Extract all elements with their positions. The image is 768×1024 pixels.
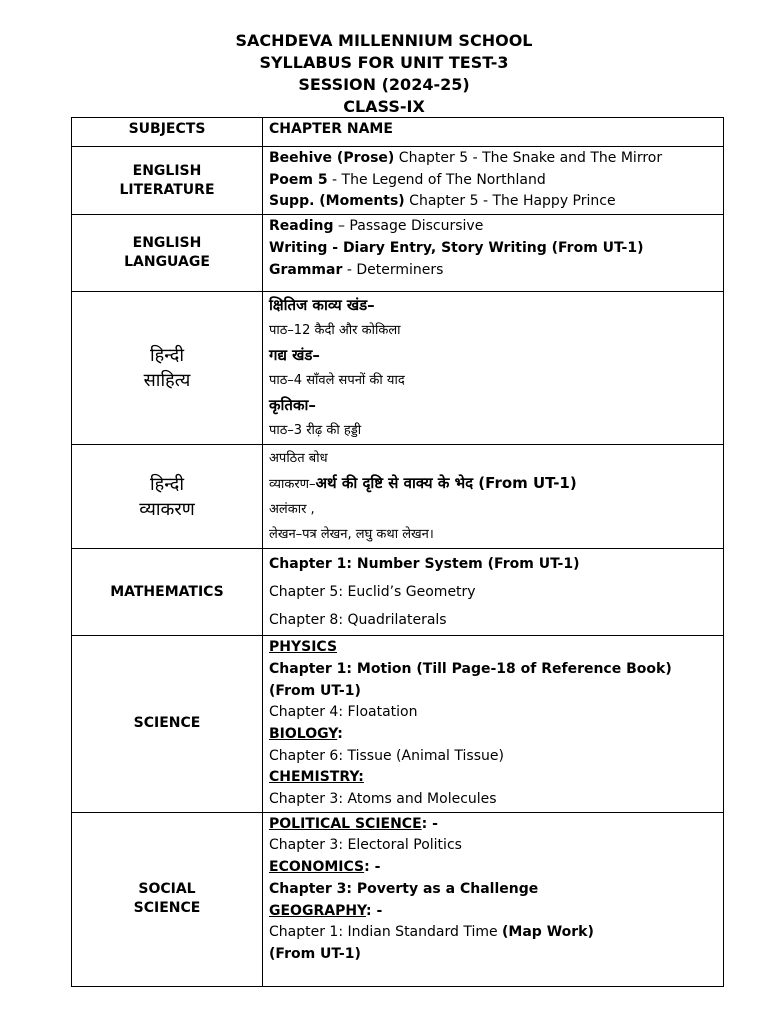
chapters-mathematics xyxy=(263,549,724,636)
chapter-line xyxy=(269,922,723,944)
chapter-book: Supp. (Moments) xyxy=(269,193,405,210)
chapter-line: अलंकार , xyxy=(269,502,315,518)
subject-line: साहित्य xyxy=(143,370,191,392)
chapter-section: कृतिका– xyxy=(269,396,316,415)
subject-line: व्याकरण xyxy=(139,498,195,520)
row-hindi-vyakaran xyxy=(72,445,724,549)
section-geography xyxy=(269,901,723,923)
school-name: SACHDEVA MILLENNIUM SCHOOL xyxy=(235,31,533,50)
header-chapter-name: CHAPTER NAME xyxy=(263,118,724,147)
chapter-text: Chapter 5 - The Happy Prince xyxy=(404,193,616,210)
section-political-science xyxy=(269,814,723,836)
chapter-line: Chapter 3: Atoms and Molecules xyxy=(269,791,497,808)
chapter-line: (From UT-1) xyxy=(269,945,361,962)
chapter-line xyxy=(269,216,723,238)
chapters-science xyxy=(263,636,724,813)
row-mathematics xyxy=(72,549,724,636)
row-science xyxy=(72,636,724,813)
header-subjects: SUBJECTS xyxy=(72,118,263,147)
chapter-line: पाठ–4 साँवले सपनों की याद xyxy=(269,373,405,389)
chapter-text: – Passage Discursive xyxy=(333,218,484,235)
chapters-hindi-vyakaran xyxy=(263,445,724,549)
subject-science: SCIENCE xyxy=(72,636,263,813)
chapter-text: व्याकरण– xyxy=(269,477,316,493)
chapter-book: Poem 5 xyxy=(269,171,328,188)
subject-mathematics: MATHEMATICS xyxy=(72,549,263,636)
section-label: POLITICAL SCIENCE xyxy=(269,815,422,832)
chapter-topic: Reading xyxy=(269,218,334,235)
subject-hindi-vyakaran xyxy=(72,445,263,549)
section-biology xyxy=(269,724,723,746)
subject-line: हिन्दी xyxy=(149,345,184,367)
subject-line: हिन्दी xyxy=(149,473,184,495)
section-suffix: : xyxy=(337,725,343,742)
chapter-line xyxy=(269,191,723,213)
section-label: GEOGRAPHY xyxy=(269,902,366,919)
row-hindi-sahitya xyxy=(72,292,724,445)
section-label: BIOLOGY xyxy=(269,725,338,742)
subject-line: SOCIAL xyxy=(138,881,196,898)
section-suffix: : - xyxy=(365,902,383,919)
chapter-topic: Grammar xyxy=(269,261,343,278)
subject-line: ENGLISH xyxy=(132,235,202,252)
session-label: SESSION (2024-25) xyxy=(298,75,470,94)
chapters-english-language xyxy=(263,215,724,292)
chapter-text: - Determiners xyxy=(342,261,444,278)
syllabus-table xyxy=(71,117,724,987)
chapter-line: अपठित बोध xyxy=(269,451,328,467)
row-social-science xyxy=(72,812,724,986)
chapter-line xyxy=(269,170,723,192)
subject-line: ENGLISH xyxy=(132,162,202,179)
table-header-row xyxy=(72,118,724,147)
chapter-line: Chapter 3: Poverty as a Challenge xyxy=(269,880,539,897)
chapter-line: पाठ–3 रीढ़ की हड्डी xyxy=(269,423,362,439)
section-suffix: : - xyxy=(364,859,381,876)
section-physics: PHYSICS xyxy=(269,639,338,656)
chapters-hindi-sahitya xyxy=(263,292,724,445)
section-chemistry: CHEMISTRY: xyxy=(269,769,364,786)
chapter-line: Chapter 3: Electoral Politics xyxy=(269,837,462,854)
subject-social-science xyxy=(72,812,263,986)
chapter-line: Chapter 8: Quadrilaterals xyxy=(269,612,447,629)
syllabus-title: SYLLABUS FOR UNIT TEST-3 xyxy=(259,53,509,72)
section-label: ECONOMICS xyxy=(269,859,365,876)
chapters-english-literature xyxy=(263,147,724,215)
chapter-line: Chapter 6: Tissue (Animal Tissue) xyxy=(269,747,504,764)
chapter-line xyxy=(269,260,723,282)
chapter-book: Beehive (Prose) xyxy=(269,150,395,166)
chapter-section: गद्य खंड– xyxy=(269,346,320,365)
chapter-line xyxy=(269,148,723,170)
row-english-language xyxy=(72,215,724,292)
subject-line: LITERATURE xyxy=(119,181,215,198)
chapter-line: Chapter 1: Number System (From UT-1) xyxy=(269,556,580,573)
chapter-line: (From UT-1) xyxy=(269,682,361,699)
section-economics xyxy=(269,857,723,879)
row-english-literature xyxy=(72,147,724,215)
chapter-line xyxy=(269,471,723,497)
chapter-topic: अर्थ की दृष्टि से वाक्य के भेद (From UT-1) xyxy=(315,474,577,493)
subject-line: LANGUAGE xyxy=(124,254,210,271)
subject-english-language xyxy=(72,215,263,292)
subject-english-literature xyxy=(72,147,263,215)
chapter-line: पाठ–12 कैदी और कोकिला xyxy=(269,323,401,339)
chapter-section: क्षितिज काव्य खंड– xyxy=(269,296,375,315)
chapter-line: Writing - Diary Entry, Story Writing (From UT-1) xyxy=(269,239,644,256)
class-label: CLASS-IX xyxy=(343,97,425,116)
chapter-line: Chapter 5: Euclid’s Geometry xyxy=(269,584,476,601)
subject-hindi-sahitya xyxy=(72,292,263,445)
subject-line: SCIENCE xyxy=(133,900,201,917)
document-header xyxy=(0,30,768,118)
chapters-social-science xyxy=(263,812,724,986)
chapter-line: Chapter 4: Floatation xyxy=(269,704,418,721)
chapter-topic: (Map Work) xyxy=(502,924,594,941)
section-suffix: : - xyxy=(421,815,438,832)
chapter-line: लेखन–पत्र लेखन, लघु कथा लेखन। xyxy=(269,527,434,543)
chapter-line: Chapter 1: Motion (Till Page-18 of Reference Book) xyxy=(269,660,672,677)
chapter-text: Chapter 5 - The Snake and The Mirror xyxy=(394,150,663,166)
chapter-text: Chapter 1: Indian Standard Time xyxy=(269,924,503,941)
chapter-text: - The Legend of The Northland xyxy=(327,171,546,188)
